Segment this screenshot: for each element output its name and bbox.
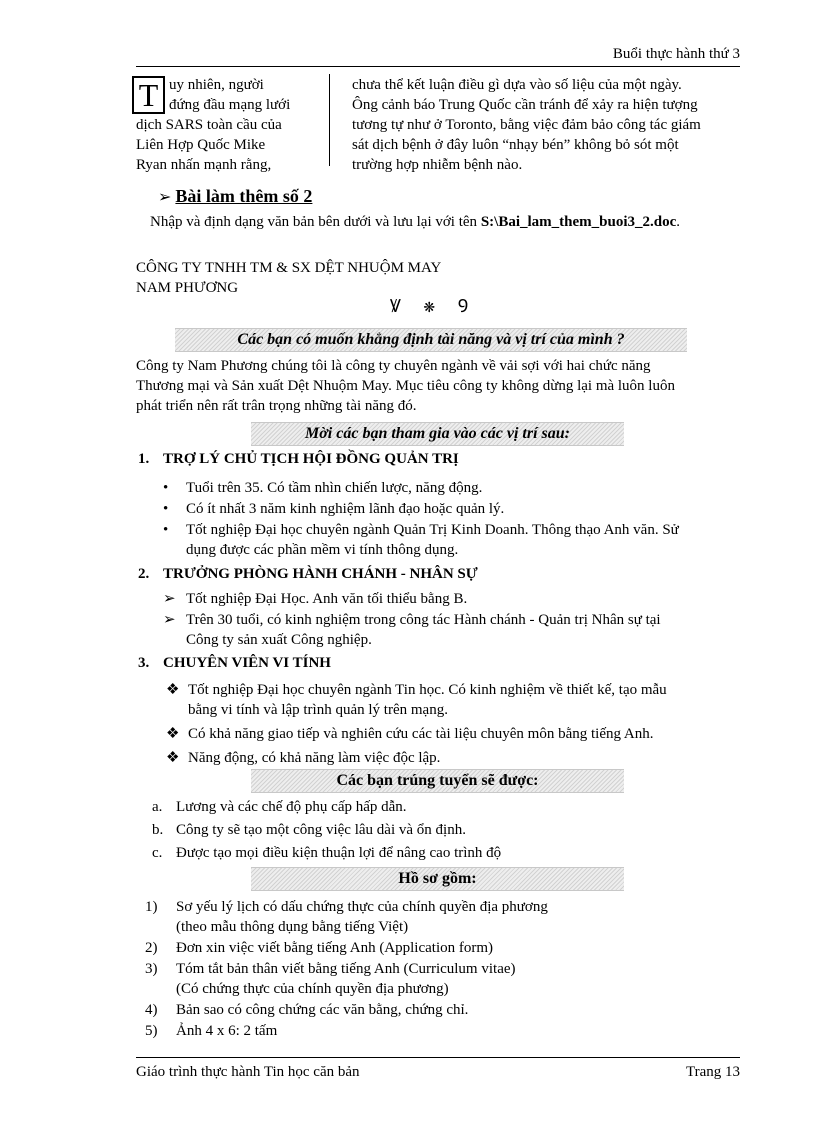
intro-col2-line: Ông cảnh báo Trung Quốc cần tránh để xảy ra hiện tượng	[352, 97, 698, 113]
ornament-center-icon: ❋	[423, 301, 436, 316]
company-intro-paragraph	[136, 356, 742, 416]
intro-col1-line: Liên Hợp Quốc Mike	[136, 137, 266, 153]
intro-col1-line: uy nhiên, người	[169, 77, 264, 93]
list-item	[166, 724, 742, 744]
benefit-label: a.	[152, 799, 163, 815]
column-divider	[329, 74, 330, 166]
list-item	[163, 610, 743, 650]
page-header: Buổi thực hành thứ 3	[612, 46, 740, 62]
benefit-label: c.	[152, 845, 163, 861]
intro-col2-line: sát dịch bệnh ở đây luôn “nhạy bén” không bỏ sót một	[352, 137, 679, 153]
banner-benefits: Các bạn trúng tuyển sẽ được:	[251, 769, 624, 793]
list-item	[145, 1000, 742, 1020]
benefit-text: Được tạo mọi điều kiện thuận lợi để nâng cao trình độ	[176, 845, 502, 861]
item-text: Tốt nghiệp Đại Học. Anh văn tối thiểu bằng B.	[186, 591, 468, 607]
instruction-text: Nhập và định dạng văn bản bên dưới và lưu lại với tên	[150, 214, 478, 230]
list-item	[166, 748, 742, 768]
list-item	[145, 959, 742, 999]
list-item	[145, 938, 742, 958]
ornament-left-icon: Ꝟ	[390, 296, 401, 316]
benefit-text: Công ty sẽ tạo một công việc lâu dài và ổn định.	[176, 822, 466, 838]
header-rule	[136, 66, 740, 67]
exercise-instruction	[150, 212, 680, 232]
intro-col1-line: dịch SARS toàn cầu của	[136, 117, 282, 133]
bullet-icon: ❖	[166, 682, 180, 698]
document-text: Đơn xin việc viết bằng tiếng Anh (Application form)	[176, 940, 494, 956]
position-number: 2.	[138, 566, 150, 582]
list-item	[152, 843, 742, 863]
banner-positions: Mời các bạn tham gia vào các vị trí sau:	[251, 422, 624, 446]
paragraph-line: Công ty Nam Phương chúng tôi là công ty chuyên ngành về vải sợi với hai chức năng	[136, 358, 651, 374]
position-heading-3	[138, 655, 331, 672]
bullet-icon: •	[163, 522, 169, 538]
list-item	[163, 499, 743, 519]
company-name-line1: CÔNG TY TNHH TM & SX DỆT NHUỘM MAY	[136, 260, 442, 276]
banner-documents: Hồ sơ gồm:	[251, 867, 624, 891]
instruction-filename: S:\Bai_lam_them_buoi3_2.doc	[480, 214, 677, 230]
item-text: Năng động, có khả năng làm việc độc lập.	[188, 750, 441, 766]
arrow-bullet-icon: ➢	[158, 189, 172, 206]
list-item	[145, 1021, 742, 1041]
paragraph-line: Thương mại và Sản xuất Dệt Nhuộm May. Mục tiêu công ty không dừng lại mà luôn luôn	[136, 378, 675, 394]
intro-col1-line: đứng đầu mạng lưới	[169, 97, 291, 113]
banner-talent: Các bạn có muốn khẳng định tài năng và vị trí của mình ?	[175, 328, 687, 352]
list-item	[145, 897, 742, 937]
intro-col1-line: Ryan nhấn mạnh rằng,	[136, 157, 272, 173]
intro-col2-line: trường hợp nhiễm bệnh nào.	[352, 157, 523, 173]
document-label: 5)	[145, 1023, 158, 1039]
document-label: 4)	[145, 1002, 158, 1018]
item-text: dụng được các phần mềm vi tính thông dụng.	[186, 542, 459, 558]
bullet-icon: ❖	[166, 750, 180, 766]
instruction-period: .	[676, 214, 680, 230]
intro-col2-line: tương tự như ở Toronto, bằng việc đảm bảo công tác giám	[352, 117, 701, 133]
item-text: Có ít nhất 3 năm kinh nghiệm lãnh đạo hoặc quản lý.	[186, 501, 505, 517]
document-text: Bản sao có công chứng các văn bằng, chứng chỉ.	[176, 1002, 469, 1018]
company-name-line2: NAM PHƯƠNG	[136, 280, 239, 296]
drop-cap: T	[132, 76, 165, 114]
benefits-list	[152, 797, 742, 863]
list-item	[163, 478, 743, 498]
position-2-list	[163, 589, 743, 650]
item-text: bằng vi tính và lập trình quản lý trên mạng.	[188, 702, 448, 718]
position-title: TRỢ LÝ CHỦ TỊCH HỘI ĐỒNG QUẢN TRỊ	[163, 451, 459, 467]
document-text: Ảnh 4 x 6: 2 tấm	[176, 1023, 278, 1039]
intro-col2-line: chưa thể kết luận điều gì dựa vào số liệu của một ngày.	[352, 77, 682, 93]
list-item	[152, 820, 742, 840]
bullet-icon: •	[163, 501, 169, 517]
position-number: 1.	[138, 451, 150, 467]
document-text: (theo mẫu thông dụng bằng tiếng Việt)	[176, 919, 409, 935]
position-3-list	[166, 680, 742, 768]
documents-list	[145, 897, 742, 1041]
list-item	[163, 520, 743, 560]
position-number: 3.	[138, 655, 150, 671]
bullet-icon: ❖	[166, 726, 180, 742]
exercise-title: Bài làm thêm số 2	[175, 186, 313, 206]
position-heading-2	[138, 566, 478, 583]
position-title: TRƯỞNG PHÒNG HÀNH CHÁNH - NHÂN SỰ	[163, 566, 478, 582]
exercise-heading	[158, 184, 312, 210]
item-text: Trên 30 tuổi, có kinh nghiệm trong công tác Hành chánh - Quản trị Nhân sự tại	[186, 612, 661, 628]
footer-rule	[136, 1057, 740, 1058]
item-text: Tuổi trên 35. Có tầm nhìn chiến lược, năng động.	[186, 480, 483, 496]
document-label: 2)	[145, 940, 158, 956]
ornament-symbols	[390, 294, 468, 318]
ornament-right-icon: Ꝯ	[457, 296, 469, 316]
benefit-label: b.	[152, 822, 164, 838]
item-text: Tốt nghiệp Đại học chuyên ngành Quản Trị Kinh Doanh. Thông thạo Anh văn. Sử	[186, 522, 679, 538]
footer-page-number: Trang 13	[685, 1064, 740, 1080]
intro-column-left	[136, 75, 320, 175]
document-text: (Có chứng thực của chính quyền địa phương)	[176, 981, 449, 997]
document-label: 3)	[145, 961, 158, 977]
document-text: Tóm tắt bản thân viết bằng tiếng Anh (Curriculum vitae)	[176, 961, 516, 977]
document-text: Sơ yếu lý lịch có dấu chứng thực của chính quyền địa phương	[176, 899, 548, 915]
bullet-icon: ➢	[163, 591, 176, 607]
bullet-icon: •	[163, 480, 169, 496]
document-label: 1)	[145, 899, 158, 915]
paragraph-line: phát triển nên rất trân trọng những tài năng đó.	[136, 398, 417, 414]
item-text: Có khả năng giao tiếp và nghiên cứu các tài liệu chuyên môn bằng tiếng Anh.	[188, 726, 654, 742]
position-heading-1	[138, 451, 459, 468]
item-text: Công ty sản xuất Công nghiệp.	[186, 632, 372, 648]
list-item	[166, 680, 742, 720]
footer-left: Giáo trình thực hành Tin học căn bản	[136, 1064, 360, 1080]
benefit-text: Lương và các chế độ phụ cấp hấp dẫn.	[176, 799, 407, 815]
intro-column-right	[352, 75, 742, 175]
bullet-icon: ➢	[163, 612, 176, 628]
list-item	[152, 797, 742, 817]
item-text: Tốt nghiệp Đại học chuyên ngành Tin học. Có kinh nghiệm về thiết kế, tạo mẫu	[188, 682, 667, 698]
position-1-list	[163, 478, 743, 560]
position-title: CHUYÊN VIÊN VI TÍNH	[163, 655, 331, 671]
list-item	[163, 589, 743, 609]
